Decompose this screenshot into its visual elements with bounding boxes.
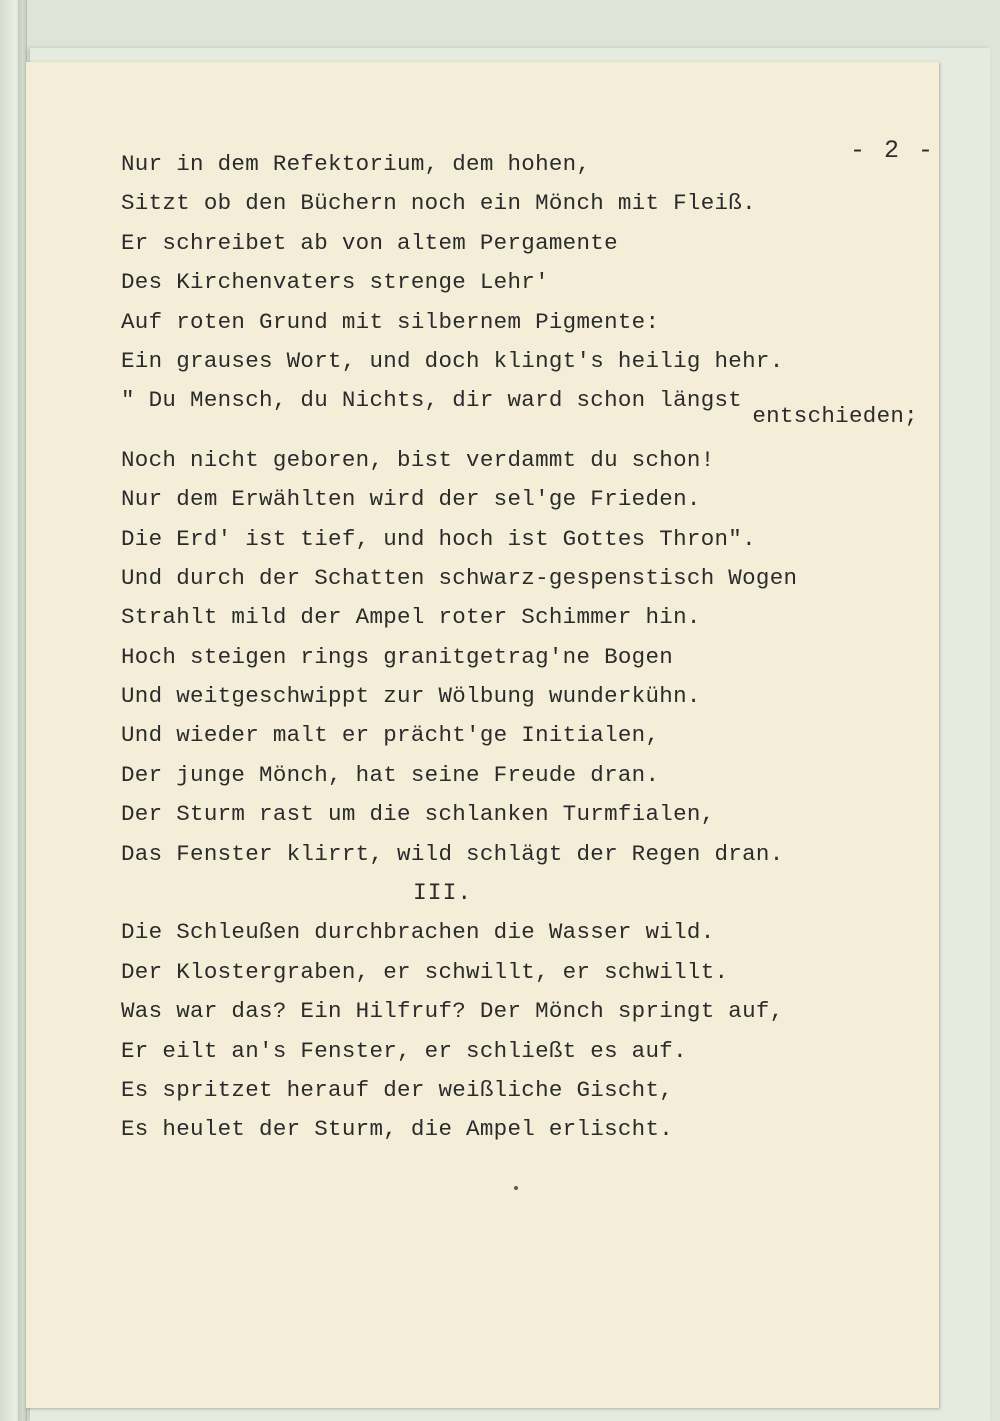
poem-line: Und durch der Schatten schwarz-gespenstisch Wogen (121, 564, 798, 591)
poem-line: Ein grauses Wort, und doch klingt's heilig hehr. (121, 347, 784, 374)
poem-line: Nur dem Erwählten wird der sel'ge Frieden. (121, 486, 701, 513)
poem-line: Des Kirchenvaters strenge Lehr' (121, 269, 549, 296)
ink-speck (514, 1186, 518, 1190)
poem-line: Es heulet der Sturm, die Ampel erlischt. (121, 1116, 674, 1143)
poem-line-continuation: entschieden; (752, 402, 918, 429)
poem-line: Strahlt mild der Ampel roter Schimmer hin. (121, 604, 701, 631)
poem-line: Und wieder malt er prächt'ge Initialen, (121, 722, 660, 749)
poem-line: Sitzt ob den Büchern noch ein Mönch mit Fleiß. (121, 190, 756, 217)
poem-line: Hoch steigen rings granitgetrag'ne Bogen (121, 643, 674, 670)
poem-line: Er schreibet ab von altem Pergamente (121, 229, 618, 256)
page-number: - 2 - (850, 136, 936, 165)
poem-line: Nur in dem Refektorium, dem hohen, (121, 151, 591, 177)
poem-line: Der junge Mönch, hat seine Freude dran. (121, 761, 660, 788)
poem-line: Noch nicht geboren, bist verdammt du schon! (121, 446, 715, 473)
poem-line: Was war das? Ein Hilfruf? Der Mönch springt auf, (121, 998, 784, 1025)
poem-line: Die Erd' ist tief, und hoch ist Gottes Thron". (121, 525, 756, 552)
poem-body (121, 145, 921, 1150)
poem-line: Es spritzet herauf der weißliche Gischt, (121, 1076, 674, 1103)
poem-line: Und weitgeschwippt zur Wölbung wunderkühn. (121, 683, 701, 710)
poem-line: " Du Mensch, du Nichts, dir ward schon längst (121, 387, 743, 414)
poem-line: Der Klostergraben, er schwillt, er schwillt. (121, 958, 729, 985)
poem-line: Der Sturm rast um die schlanken Turmfialen, (121, 801, 715, 828)
page-fold-shadow (18, 0, 23, 1421)
section-heading: III. (413, 880, 473, 907)
poem-line: Er eilt an's Fenster, er schließt es auf. (121, 1037, 687, 1064)
typewritten-page (26, 62, 939, 1408)
poem-line: Die Schleußen durchbrachen die Wasser wild. (121, 919, 715, 946)
poem-line: Das Fenster klirrt, wild schlägt der Regen dran. (121, 840, 784, 867)
poem-line: Auf roten Grund mit silbernem Pigmente: (121, 308, 660, 335)
